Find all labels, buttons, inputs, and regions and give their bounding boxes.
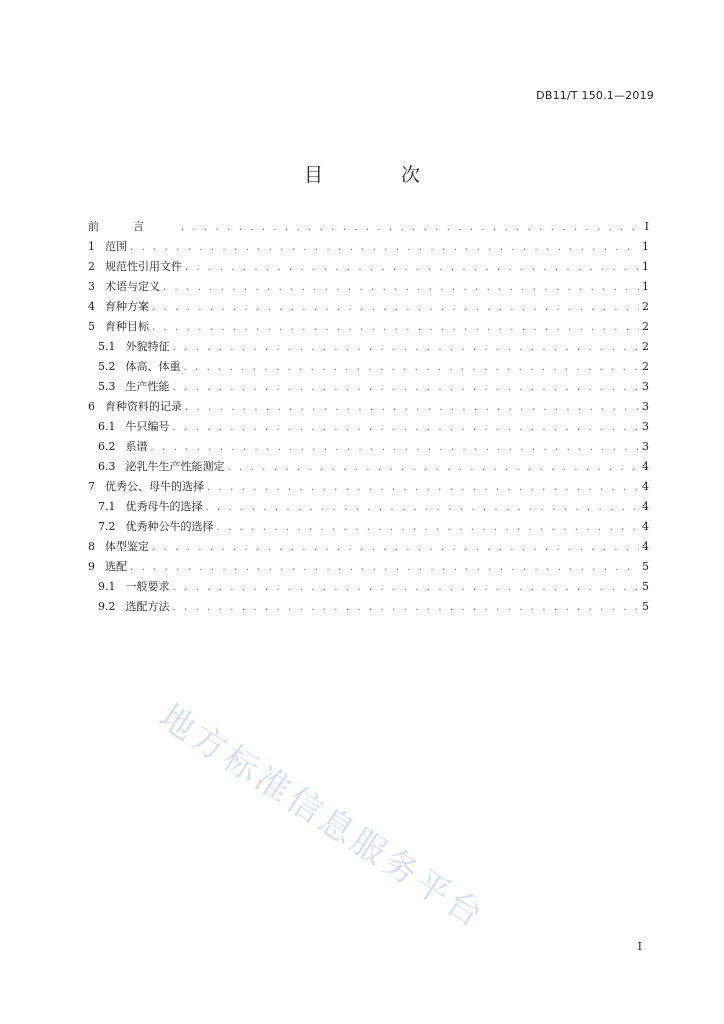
toc-entry[interactable]	[88, 358, 649, 378]
toc-entry-title: 优秀种公牛的选择	[125, 520, 214, 533]
toc-entry-title: 选配方法	[125, 600, 170, 613]
toc-leader-dots	[130, 562, 639, 573]
toc-entry-number: 5.2	[98, 360, 116, 373]
toc-entry-page: 5	[642, 600, 649, 613]
toc-leader-dots	[228, 462, 640, 473]
toc-entry[interactable]	[88, 558, 649, 578]
toc-entry-title: 规范性引用文件	[105, 260, 182, 273]
toc-entry-page: 1	[642, 280, 649, 293]
toc-entry-page: 4	[642, 500, 649, 513]
toc-entry-number: 7.1	[98, 500, 116, 513]
toc-entry-title: 育种目标	[105, 320, 149, 333]
toc-entry-page: 4	[642, 540, 649, 553]
toc-leader-dots	[152, 542, 639, 553]
table-of-contents	[88, 218, 649, 618]
toc-entry[interactable]	[88, 598, 649, 618]
toc-leader-dots	[206, 502, 640, 513]
toc-entry-title: 系谱	[125, 440, 148, 453]
toc-entry-title: 生产性能	[125, 380, 170, 393]
toc-entry-number: 7	[88, 480, 95, 493]
toc-entry[interactable]	[88, 258, 649, 278]
toc-entry-title: 范围	[105, 240, 127, 253]
toc-entry-title: 前言	[88, 220, 178, 233]
toc-entry-page: 3	[642, 440, 649, 453]
toc-entry-title: 体型鉴定	[105, 540, 149, 553]
toc-entry-page: 4	[642, 520, 649, 533]
toc-entry-page: I	[644, 220, 649, 233]
toc-entry-title: 术语与定义	[105, 280, 160, 293]
toc-entry-number: 8	[88, 540, 95, 553]
toc-leader-dots	[173, 602, 640, 613]
toc-leader-dots	[152, 322, 639, 333]
toc-entry-page: 3	[642, 420, 649, 433]
toc-entry-title: 优秀公、母牛的选择	[105, 480, 204, 493]
toc-entry-title: 体高、体重	[125, 360, 181, 373]
toc-entry-number: 2	[88, 260, 95, 273]
toc-entry[interactable]	[88, 238, 649, 258]
toc-entry-page: 2	[642, 360, 649, 373]
toc-leader-dots	[217, 522, 640, 533]
toc-entry-page: 3	[642, 380, 649, 393]
toc-entry-page: 2	[642, 340, 649, 353]
toc-entry-page: 2	[642, 300, 649, 313]
toc-leader-dots	[130, 242, 639, 253]
toc-entry[interactable]	[88, 418, 649, 438]
toc-entry-title: 育种方案	[105, 300, 149, 313]
toc-entry[interactable]	[88, 298, 649, 318]
toc-leader-dots	[173, 382, 640, 393]
toc-entry[interactable]	[88, 518, 649, 538]
toc-entry-number: 6.1	[98, 420, 116, 433]
toc-entry-page: 1	[642, 260, 649, 273]
toc-entry-number: 6.2	[98, 440, 116, 453]
toc-entry-number: 3	[88, 280, 95, 293]
toc-entry[interactable]	[88, 438, 649, 458]
toc-entry[interactable]	[88, 398, 649, 418]
toc-entry-number: 9.1	[98, 580, 116, 593]
toc-entry-page: 4	[642, 460, 649, 473]
toc-leader-dots	[207, 482, 639, 493]
toc-entry-number: 1	[88, 240, 95, 253]
toc-entry-number: 9.2	[98, 600, 116, 613]
toc-leader-dots	[181, 222, 642, 233]
toc-leader-dots	[151, 442, 640, 453]
toc-leader-dots	[152, 302, 639, 313]
toc-entry-page: 3	[642, 400, 649, 413]
toc-entry[interactable]	[88, 378, 649, 398]
toc-entry-title: 外貌特征	[125, 340, 170, 353]
toc-entry-number: 7.2	[98, 520, 116, 533]
toc-entry-title: 优秀母牛的选择	[125, 500, 203, 513]
toc-leader-dots	[185, 262, 639, 273]
toc-leader-dots	[173, 582, 640, 593]
toc-entry[interactable]	[88, 278, 649, 298]
watermark: 地方标准信息服务平台	[151, 696, 493, 938]
toc-entry-title: 牛只编号	[125, 420, 170, 433]
toc-entry-number: 5.1	[98, 340, 116, 353]
toc-leader-dots	[173, 422, 640, 433]
page-title: 目 次	[303, 164, 457, 186]
toc-entry[interactable]	[88, 578, 649, 598]
toc-entry-title: 选配	[105, 560, 127, 573]
toc-entry-title: 一般要求	[125, 580, 170, 593]
toc-entry[interactable]	[88, 338, 649, 358]
toc-leader-dots	[163, 282, 639, 293]
toc-leader-dots	[173, 342, 640, 353]
toc-entry-page: 2	[642, 320, 649, 333]
document-code: DB11/T 150.1—2019	[536, 89, 654, 102]
toc-entry-number: 6	[88, 400, 95, 413]
toc-entry-page: 5	[642, 580, 649, 593]
toc-entry[interactable]	[88, 318, 649, 338]
toc-entry[interactable]	[88, 218, 649, 238]
toc-leader-dots	[184, 362, 640, 373]
toc-entry-title: 泌乳牛生产性能测定	[125, 460, 225, 473]
toc-leader-dots	[185, 402, 639, 413]
toc-entry-page: 4	[642, 480, 649, 493]
toc-entry[interactable]	[88, 458, 649, 478]
toc-entry[interactable]	[88, 478, 649, 498]
toc-entry-number: 5	[88, 320, 95, 333]
toc-entry-number: 6.3	[98, 460, 116, 473]
toc-entry-number: 4	[88, 300, 95, 313]
toc-entry-number: 9	[88, 560, 95, 573]
toc-entry-title: 育种资料的记录	[105, 400, 182, 413]
toc-entry[interactable]	[88, 498, 649, 518]
toc-entry-page: 5	[642, 560, 649, 573]
page-number: I	[637, 940, 642, 953]
toc-entry-number: 5.3	[98, 380, 116, 393]
toc-entry-page: 1	[642, 240, 649, 253]
toc-entry[interactable]	[88, 538, 649, 558]
